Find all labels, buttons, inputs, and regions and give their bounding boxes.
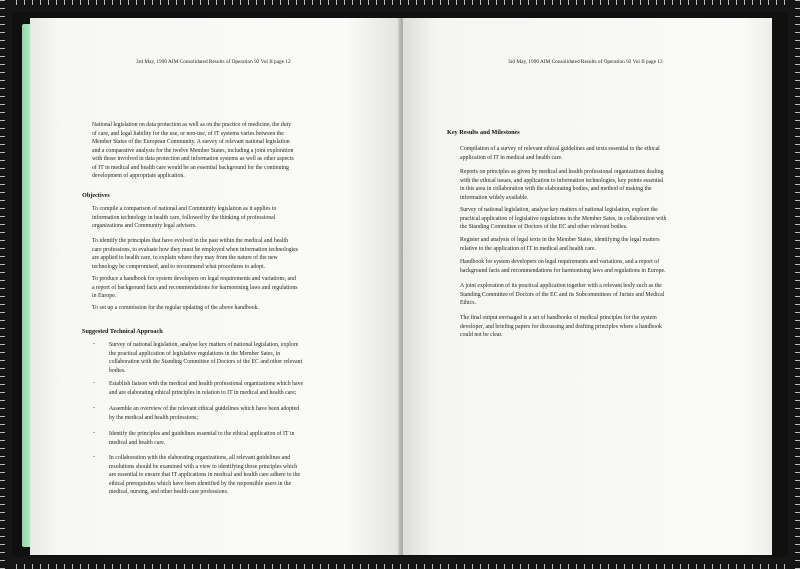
milestone-line: relative to the application of IT in medical and health care.: [460, 245, 596, 252]
objective-line: are applied to health care, to explain where they may from the nature of the new: [92, 255, 278, 261]
approach-heading: Suggested Technical Approach: [82, 328, 163, 335]
milestone-line: developer, and briefing papers for discussing and drafting principles where a handbook: [460, 323, 662, 330]
approach-line: ethical prerequisites which have been identified by the responsible users in the: [109, 480, 292, 487]
approach-line: Assemble an overview of the relevant ethical guidelines which have been adopted: [109, 406, 300, 412]
scan-ruler-right: [788, 0, 800, 569]
intro-line: of IT in medical and health care would be an essential background for the continuing: [92, 164, 289, 171]
scan-ruler-top: [0, 0, 800, 12]
milestone-line: information widely available.: [460, 194, 529, 201]
milestone-line: could not be clear.: [460, 332, 503, 338]
right-page: [403, 18, 772, 555]
approach-line: are essential to ensure that IT applications in medical and health care adhere to the: [109, 472, 301, 478]
approach-line: and are elaborating ethical principles in relation to IT in medical and health care;: [109, 389, 297, 396]
objective-line: technology be compromised, and to recommend what procedures to adopt.: [92, 263, 266, 270]
left-page: [30, 18, 402, 555]
milestone-line: Standing Committee of Doctors of the EC and its Subcommittees of Jurists and Medical: [460, 291, 665, 298]
right-running-header: 3rd May, 1990 AIM Consolidated Results of Operation 92 Vol II page 13: [508, 59, 663, 65]
approach-line: Identify the principles and guidelines essential to the ethical application of IT in: [109, 431, 295, 437]
intro-line: of care, and legal liability for the use, or non-use, of IT systems varies between the: [92, 130, 284, 137]
objective-line: To identify the principles that have evolved in the past within the medical and health: [92, 238, 288, 244]
approach-line: Survey of national legislation, analyse key matters of national legislation, explore: [109, 342, 299, 348]
bullet-dash: -: [93, 454, 95, 460]
objective-line: a report of background facts and recommendations for harmonising laws and regulations: [92, 284, 298, 291]
milestone-line: Compilation of a survey of relevant ethical guidelines and texts essential to the ethical: [460, 146, 660, 152]
objective-line: To compile a comparison of national and Community legislation as it applies to: [92, 206, 277, 212]
intro-line: National legislation on data protection as well as on the practice of medicine, the duty: [92, 122, 292, 128]
objective-line: To set up a commission for the regular updating of the above handbook.: [92, 305, 259, 311]
milestone-line: Survey of national legislation, analyse key matters of national legislation, explore the: [460, 207, 658, 213]
approach-line: resolutions should be examined with a view to identifying those principles which: [109, 463, 298, 470]
milestone-line: The final output envisaged is a set of handbooks of medical principles for the system: [460, 315, 657, 321]
bullet-dash: -: [93, 380, 95, 386]
milestones-heading: Key Results and Milestones: [447, 129, 520, 136]
milestone-line: background facts and recommendations for harmonising laws and regulations in Europe.: [460, 267, 666, 274]
scan-ruler-bottom: [0, 557, 800, 569]
bullet-dash: -: [93, 405, 95, 411]
approach-line: collaboration with the Standing Committee of Doctors of the EC and other relevant: [109, 359, 303, 365]
milestone-line: A joint exploration of its practical application together with a relevant body such as the: [460, 283, 662, 289]
intro-line: and a comparative analysis for the twelve Member States, including a joint exploration: [92, 147, 294, 154]
milestone-line: with the ethical issues, and application to information technologies, key points essential: [460, 177, 664, 184]
objective-line: in Europe.: [92, 293, 117, 299]
approach-line: bodies.: [109, 367, 126, 374]
objectives-heading: Objectives: [82, 192, 110, 199]
milestone-line: Register and analysis of legal texts in the Member States, identifying the legal matters: [460, 237, 660, 243]
milestone-line: Handbook for system developers on legal requirements and variations, and a report of: [460, 259, 660, 265]
milestone-line: in this area in collaboration with the elaborating bodies, and method of making the: [460, 186, 652, 192]
objective-line: care professions, to evaluate how they must be employed when information technologies: [92, 246, 299, 253]
intro-line: with those involved in data protection and information systems as well as other aspects: [92, 156, 294, 162]
milestone-line: the Standing Committee of Doctors of the EC and other relevant bodies.: [460, 224, 628, 230]
intro-line: development of appropriate application.: [92, 173, 185, 179]
milestone-line: practical application of legislative regulations in the Member Sates, in collaboration with: [460, 215, 667, 222]
approach-line: Establish liaison with the medical and health professional organizations which have: [109, 381, 304, 387]
approach-line: the practical application of legislative regulations in the Member Sates, in: [109, 350, 281, 357]
milestone-line: application of IT in medical and health care.: [460, 154, 563, 161]
objective-line: To produce a handbook for system developers on legal requirements and variations, and: [92, 276, 296, 282]
bullet-dash: -: [93, 430, 95, 436]
objective-line: organizations and Community legal advisers.: [92, 223, 197, 229]
milestone-line: Ethics.: [460, 300, 476, 306]
left-running-header: 3rd May, 1990 AIM Consolidated Results of Operation 92 Vol II page 12: [136, 59, 291, 65]
intro-line: Member States of the European Community. A survey of relevant national legislation: [92, 139, 290, 145]
approach-line: In collaboration with the elaborating organizations, all relevant guidelines and: [109, 455, 291, 461]
approach-line: by the medical and health professions;: [109, 414, 199, 421]
objective-line: information technology in health care, followed by the thinking of professional: [92, 214, 276, 221]
scan-ruler-left: [0, 0, 12, 569]
approach-line: medical and health care.: [109, 439, 166, 446]
bullet-dash: -: [93, 341, 95, 347]
approach-line: medical, nursing, and other health care professions.: [109, 489, 229, 495]
milestone-line: Reports on principles as given by medical and health professional organizations dealing: [460, 169, 664, 175]
